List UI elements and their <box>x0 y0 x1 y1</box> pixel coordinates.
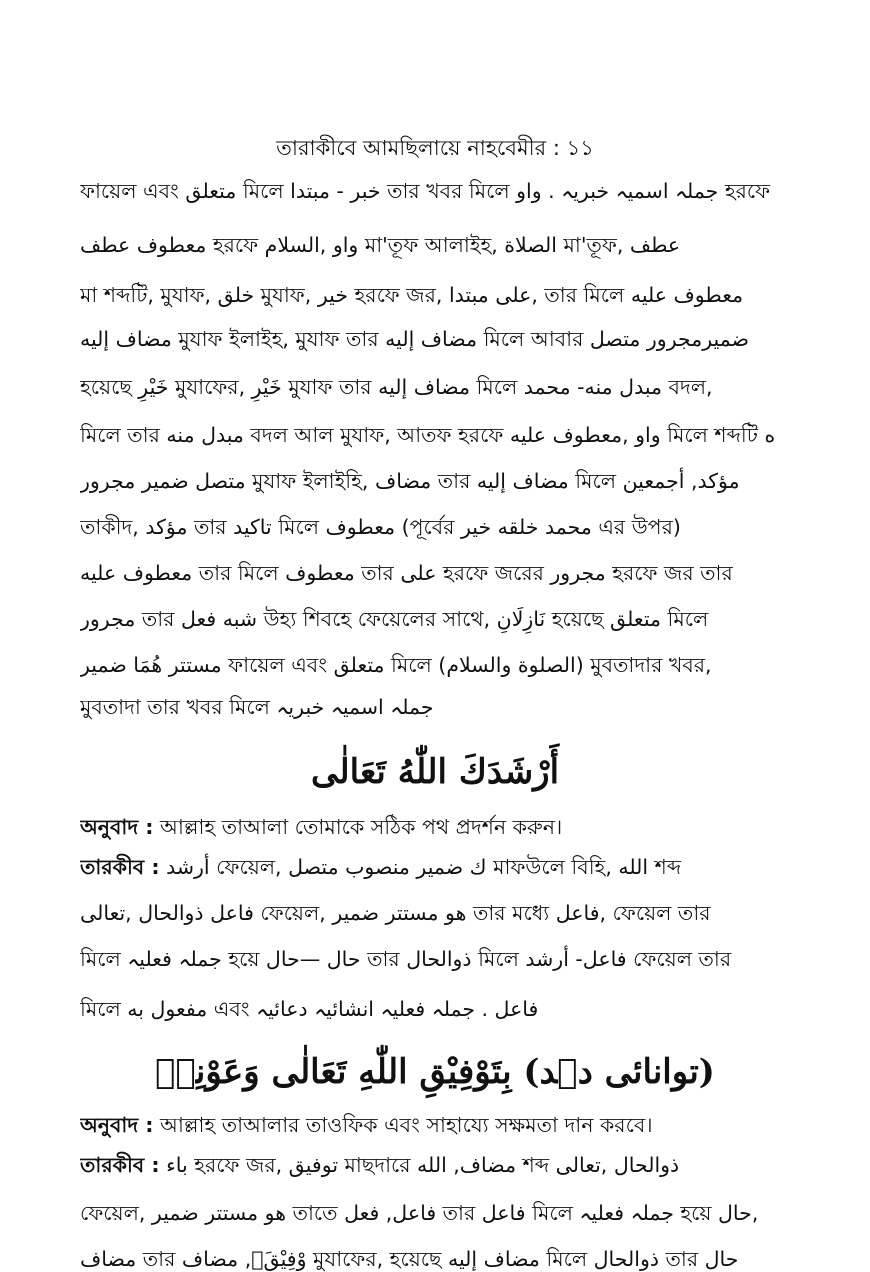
analysis-text: باء হরফে জর, توفيق মাছদারে مضاف, الله শব্দ ذوالحال ,تعالى <box>159 1153 680 1177</box>
translation-text: আল্লাহ তাআলার তাওফিক এবং সাহায্যে সক্ষমতা দান করবে। <box>153 1113 653 1137</box>
translation-line <box>80 812 792 846</box>
text-line: হয়েছে خَيْرِ মুযাফের, خَيْرِ মুযাফ তার مضاف إليه মিলে مبدل منه- محمد বদল, <box>80 375 713 399</box>
text-line: مجرور তার شبه فعل উহ্য শিবহে ফেয়েলের সাথে, نَازِلَانِ হয়েছে متعلق মিলে <box>80 607 709 631</box>
analysis-line <box>80 852 792 886</box>
text-line: مضاف তার مضاف ,তَوْفِيْقِ মুযাফের, হয়েছে مضاف إليه মিলে ذوالحال তার حال <box>80 1247 739 1271</box>
arabic-heading: (توانائی دہد) بِتَوْفِيْقِ اللّٰهِ تَعَالٰى وَعَوْنِهٖ <box>155 1052 715 1092</box>
text-line: مستتر هُمَا ضمير ফায়েল এবং متعلق মিলে (الصلوة والسلام) মুবতাদার খবর, <box>80 653 712 677</box>
text-line: ফায়েল এবং متعلق মিলে خبر - مبتدا তার খবর মিলে جملہ اسمیہ خبریہ . واو হরফে <box>80 179 771 203</box>
text-line: মা শব্দটি, মুযাফ, خلق মুযাফ, خير হরফে জর, على مبتدا, তার মিলে معطوف عليه <box>80 283 744 307</box>
text-line: متصل ضمير مجرور মুযাফ ইলাইহি, مضاف তার مضاف إليه মিলে مؤكد, أجمعين <box>80 469 740 493</box>
text-line: মুবতাদা তার খবর মিলে جملہ اسمیہ خبریہ <box>80 695 434 719</box>
translation-text: আল্লাহ তাআলা তোমাকে সঠিক পথ প্রদর্শন করুন। <box>153 815 563 839</box>
text-line: معطوف عطف হরফে واو ,السلام মা'তূফ আলাইহ, الصلاة মা'তূফ, عطف <box>80 233 681 257</box>
analysis-label: তারকীব : <box>80 855 160 879</box>
text-line: মিলে তার مبدل منه বদল আল মুযাফ, আতফ হরফে واو ,معطوف عليه মিলে শব্দটি ه <box>80 423 776 447</box>
text-line: ফেয়েল, هو مستتر ضمير তাতে فاعل, فعل তার فاعل মিলে جملہ فعلیہ হয়ে حال, <box>80 1201 759 1225</box>
text-line: مضاف إليه মুযাফ ইলাইহ, মুযাফ তার مضاف إليه মিলে আবার ضميرمجرور متصل <box>80 327 749 351</box>
analysis-text: أرشد ফেয়েল, ك ضمير منصوب متصل মাফউলে বিহি, الله শব্দ <box>159 855 682 879</box>
text-line: فاعل ذوالحال ,تعالى ফেয়েল, هو مستتر ضمير তার মধ্যে فاعل, ফেয়েল তার <box>80 901 711 925</box>
text-line: তাকীদ, مؤكد তার تاكيد মিলে معطوف (পূর্বের محمد خلقه خير এর উপর) <box>80 515 681 539</box>
arabic-heading: أَرْشَدَكَ اللّٰهُ تَعَالٰى <box>310 752 560 792</box>
text-line: معطوف عليه তার মিলে معطوف তার على হরফে জরের مجرور হরফে জর তার <box>80 561 733 585</box>
text-line: মিলে مفعول به এবং فاعل . جملہ فعلیہ انشائیہ دعائیہ <box>80 997 539 1021</box>
translation-line <box>80 1110 792 1144</box>
translation-label: অনুবাদ : <box>80 1113 154 1137</box>
translation-label: অনুবাদ : <box>80 815 154 839</box>
running-header: তারাকীবে আমছিলায়ে নাহবেমীর : ১১ <box>276 136 594 160</box>
text-line: মিলে جملہ فعلیہ হয়ে حال —حال তার ذوالحال মিলে فاعل- أرشد ফেয়েল তার <box>80 947 732 971</box>
analysis-line <box>80 1150 792 1184</box>
analysis-label: তারকীব : <box>80 1153 160 1177</box>
